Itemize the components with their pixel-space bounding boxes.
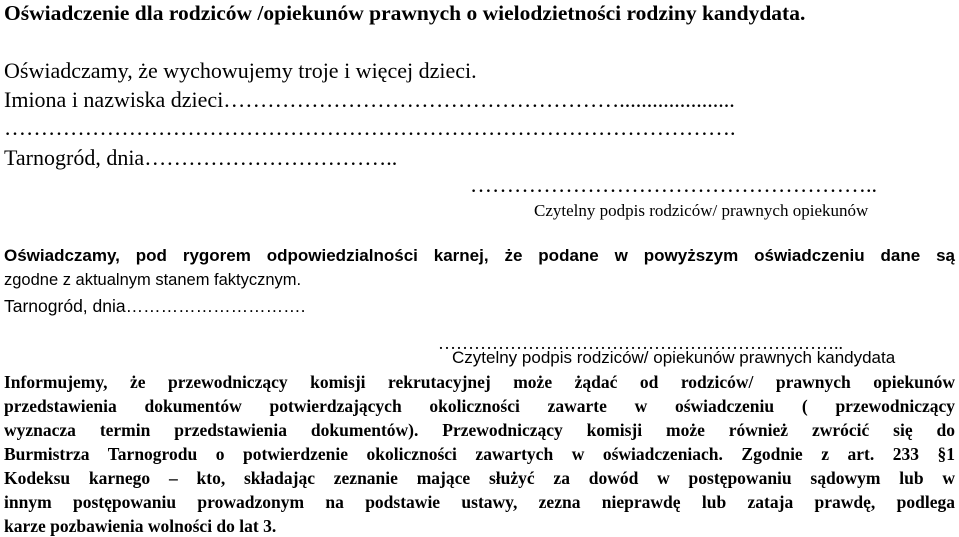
children-names-field-continued: ………………………………………………………………………………………. (4, 115, 736, 140)
signature-line-1: ……………………………………………….. (470, 172, 877, 197)
document-title: Oświadczenie dla rodziców /opiekunów prawnych o wielodzietności rodziny kandydata. (4, 1, 806, 25)
liability-declaration-line-1: Oświadczamy, pod rygorem odpowiedzialności karnej, że podane w powyższym oświadczeniu dane są (4, 246, 955, 265)
info-paragraph-line: Burmistrza Tarnogrodu o potwierdzenie okoliczności zawartych w oświadczeniach. Zgodnie z art. 233 §1 (4, 444, 955, 464)
liability-declaration-line-2: zgodne z aktualnym stanem faktycznym. (4, 271, 302, 289)
place-date-line-2: Tarnogród, dnia…………………………. (4, 296, 306, 316)
info-paragraph-line: Informujemy, że przewodniczący komisji rekrutacyjnej może żądać od rodziców/ prawnych opiekunów (4, 372, 955, 392)
info-paragraph-line: karze pozbawienia wolności do lat 3. (4, 516, 277, 536)
declaration-children-count: Oświadczamy, że wychowujemy troje i więcej dzieci. (4, 58, 477, 83)
signature-line-2: ………………………………………………………….. (438, 333, 843, 353)
signature-caption-1: Czytelny podpis rodziców/ prawnych opiekunów (534, 201, 869, 220)
place-date-line-1: Tarnogród, dnia…………………………….. (4, 145, 398, 170)
info-paragraph-line: innym postępowaniu prowadzonym na podstawie ustawy, zezna nieprawdę lub zataja prawdę, podlega (4, 492, 955, 512)
info-paragraph-line: wyznacza termin przedstawienia dokumentów). Przewodniczący komisji może również zwrócić się do (4, 420, 955, 440)
info-paragraph-line: przedstawienia dokumentów potwierdzających okoliczności zawarte w oświadczeniu ( przewodniczący (4, 396, 955, 416)
signature-caption-2: Czytelny podpis rodziców/ opiekunów prawnych kandydata (452, 348, 896, 367)
children-names-field: Imiona i nazwiska dzieci………………………………………………..................... (4, 87, 735, 112)
info-paragraph-line: Kodeksu karnego – kto, składając zeznanie mające służyć za dowód w postępowaniu sądowym lub w (4, 468, 955, 488)
